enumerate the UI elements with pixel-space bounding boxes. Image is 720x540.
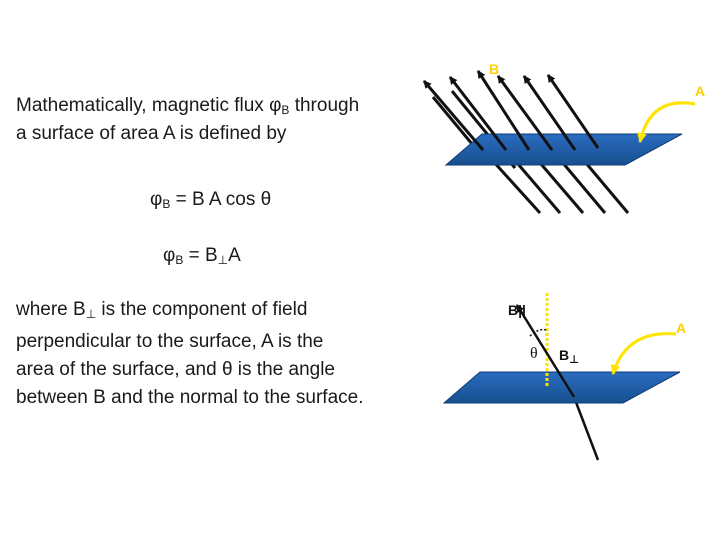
description-text-part: is the component of field xyxy=(96,299,308,320)
phi-subscript: B xyxy=(281,103,290,117)
intro-text-part: through xyxy=(289,95,360,116)
perp-subscript: ⊥ xyxy=(217,253,229,267)
area-label-A: A xyxy=(676,320,687,336)
phi-subscript: B xyxy=(162,197,171,211)
description-line-3: area of the surface, and θ is the angle xyxy=(16,359,335,380)
area-label-A: A xyxy=(695,83,706,99)
field-line-lower xyxy=(574,397,598,460)
phi-symbol: φ xyxy=(163,245,176,266)
equation-rhs: = B xyxy=(183,245,218,266)
label-B-parallel: B|| xyxy=(508,302,526,318)
label-perp-subscript: ⊥ xyxy=(569,354,580,366)
equation-rhs-end: A xyxy=(228,245,241,266)
description-line-4: between B and the normal to the surface. xyxy=(16,387,364,408)
phi-subscript: B xyxy=(175,253,184,267)
intro-line-2: a surface of area A is defined by xyxy=(16,123,287,144)
description-text-part: where B xyxy=(16,299,86,320)
phi-symbol: φ xyxy=(269,95,282,116)
label-theta: θ xyxy=(530,345,538,362)
label-B-perp xyxy=(559,347,579,366)
area-pointer-arrow xyxy=(613,334,676,374)
intro-text-part: Mathematically, magnetic flux xyxy=(16,95,270,116)
field-label-B: B xyxy=(489,61,500,77)
label-B-perp-letter: B xyxy=(559,347,570,363)
bottom-diagram xyxy=(444,293,686,460)
top-diagram xyxy=(424,61,705,213)
description-line-2: perpendicular to the surface, A is the xyxy=(16,331,324,352)
equation-rhs: = B A cos θ xyxy=(170,189,272,210)
phi-symbol: φ xyxy=(150,189,163,210)
perp-subscript: ⊥ xyxy=(85,307,97,321)
